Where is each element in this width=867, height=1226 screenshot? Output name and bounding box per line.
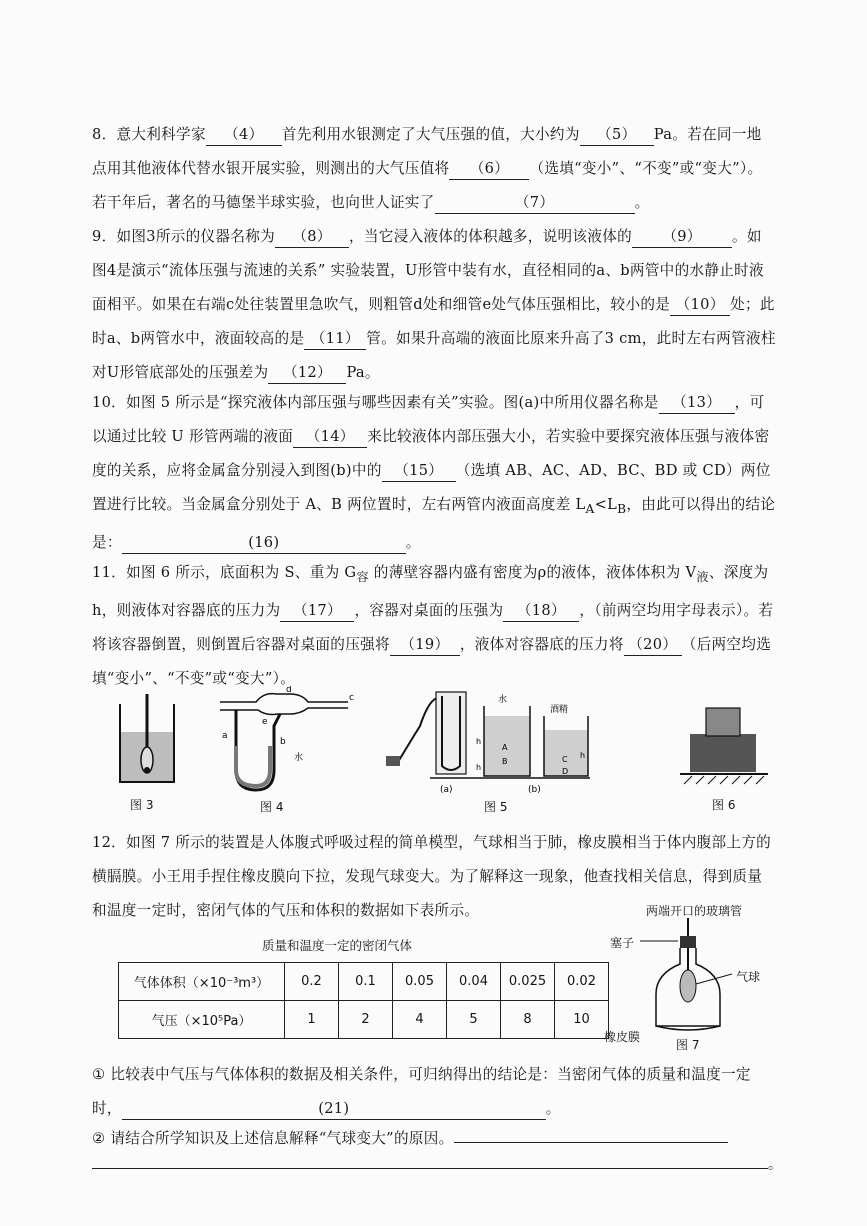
subscript-a: A	[585, 501, 595, 516]
q9-text: 9．如图3所示的仪器名称为	[92, 228, 276, 245]
q12-item-1-end: 。	[545, 1100, 561, 1117]
q11-text: ，液体对容器底的压力将	[459, 635, 624, 653]
manometer-board	[436, 692, 466, 774]
blank-13[interactable]: （13）	[659, 393, 735, 414]
label-h: h	[476, 737, 482, 746]
label-balloon: 气球	[736, 970, 761, 984]
container-neck	[706, 708, 740, 736]
label-a: a	[222, 731, 228, 741]
q11-text: ，（前两空均用字母表示）。若将该容器倒置，则倒置后容器对桌面的压强将	[92, 601, 774, 653]
blank-16[interactable]: (16)	[122, 533, 406, 554]
pipe-bottom	[220, 708, 348, 715]
q11-text: ，容器对桌面的压强为	[354, 601, 504, 619]
label-alcohol: 酒精	[550, 705, 569, 715]
q8-text: 。	[634, 194, 650, 211]
blank-10[interactable]: （10）	[670, 295, 730, 316]
container-bottom	[690, 734, 756, 772]
figure-7-caption: 图 7	[676, 1038, 700, 1052]
q9-text: ，当它浸入液体的体积越多，说明该液体的	[349, 228, 632, 245]
label-D: D	[562, 767, 569, 776]
question-10	[92, 386, 776, 560]
q10-text: 10．如图 5 所示是“探究液体内部压强与哪些因素有关”实验。图(a)中所用仪器名称是	[92, 394, 659, 411]
label-h: h	[580, 751, 586, 760]
u-tube	[236, 710, 280, 790]
blank-4[interactable]: （4）	[206, 125, 282, 146]
label-d: d	[286, 686, 292, 695]
label-membrane: 橡皮膜	[604, 1030, 641, 1044]
label-B: B	[502, 757, 508, 766]
figure-5-caption: 图 5	[484, 800, 508, 814]
subscript-liquid: 液	[696, 569, 709, 584]
q12-item-2	[92, 1122, 776, 1156]
table-row	[119, 1001, 609, 1039]
label-water: 水	[294, 753, 304, 763]
q9-text: 管。如果升高端的液面比原来升高了3 cm，此时左右两管液柱对U形管底部处的压强差为	[92, 330, 776, 381]
water-column	[236, 746, 270, 786]
figure-3-caption: 图 3	[130, 798, 154, 812]
blank-15[interactable]: （15）	[382, 461, 456, 482]
q10-text: <L	[594, 496, 618, 513]
label-water: 水	[498, 695, 508, 705]
table-cell: 0.05	[393, 963, 447, 1001]
q8-text: Pa。若在同一地点用其他液体代替水银开展实验，则测出的大气压值将	[92, 126, 762, 177]
q11-text: 的薄壁容器内盛有密度为ρ的液体，液体体积为 V	[368, 564, 697, 581]
gas-data-table	[118, 962, 609, 1039]
label-e: e	[262, 717, 268, 727]
figure-6-caption: 图 6	[712, 798, 736, 812]
q9-text: Pa。	[346, 364, 380, 381]
q12-item-1-text: 比较表中气压与气体体积的数据及相关条件，可归纳得出的结论是：当密闭气体的质量和温度一定时，	[92, 1066, 751, 1117]
table-cell: 4	[393, 1001, 447, 1039]
subscript-b: B	[617, 501, 627, 516]
table-row	[119, 963, 609, 1001]
table-hatching	[684, 776, 764, 784]
figure-4-caption: 图 4	[260, 800, 284, 814]
question-8	[92, 118, 776, 220]
answer-line[interactable]	[92, 1168, 768, 1169]
label-stopper: 塞子	[610, 936, 635, 950]
q10-text: 来比较液体内部压强大小，若实验中要探究液体压强与液体密度的关系，应将金属盒分别浸入到图(b)中的	[92, 428, 770, 479]
figure-7-bell-jar	[640, 918, 732, 1034]
table-cell: 0.04	[447, 963, 501, 1001]
q11-text: 11．如图 6 所示，底面积为 S、重为 G	[92, 564, 357, 581]
blank-14[interactable]: （14）	[293, 427, 367, 448]
q8-text: （选填“变小”、“不变”或“变大”）。若干年后，著名的马德堡半球实验，也向世人证实了	[92, 160, 763, 211]
question-9	[92, 220, 776, 390]
blank-19[interactable]: （19）	[390, 635, 460, 656]
q12-text: 12．如图 7 所示的装置是人体腹式呼吸过程的简单模型，气球相当于肺，橡皮膜相当于体内腹部上方的横膈膜。小王用手捏住橡皮膜向下拉，发现气球变大。为了解释这一现象，他查找相关信息，得到质量和温度一定时，密闭气体的气压和体积的数据如下表所示。	[92, 834, 772, 919]
answer-line-end: 。	[768, 1157, 782, 1173]
q12-item-2-text: 请结合所学知识及上述信息解释“气球变大”的原因。	[105, 1130, 454, 1147]
blank-12[interactable]: （12）	[268, 363, 346, 384]
q11-text: 、深度为 h，则液体对容器底的压力为	[92, 564, 769, 619]
label-fig5a: (a)	[440, 785, 453, 795]
q9-text: 处；此时a、b两管水中，液面较高的是	[92, 296, 775, 347]
blank-22[interactable]	[454, 1142, 728, 1143]
table-cell: 0.025	[501, 963, 555, 1001]
table-cell: 0.02	[555, 963, 609, 1001]
blank-9[interactable]: （9）	[632, 227, 732, 248]
label-h: h	[476, 763, 482, 772]
label-A: A	[502, 743, 508, 752]
blank-7[interactable]: （7）	[435, 193, 635, 214]
pipe-top	[220, 694, 348, 702]
table-caption: 质量和温度一定的密闭气体	[262, 938, 413, 953]
q8-text: 首先利用水银测定了大气压强的值，大小约为	[281, 126, 580, 143]
q8-text: 8．意大利科学家	[92, 126, 206, 143]
q10-text: ，由此可以得出的结论是：	[92, 496, 776, 551]
table-cell: 8	[501, 1001, 555, 1039]
table-cell: 2	[339, 1001, 393, 1039]
blank-8[interactable]: （8）	[275, 227, 349, 248]
blank-20[interactable]: （20）	[624, 635, 682, 656]
label-fig5b: (b)	[528, 785, 541, 795]
table-cell: 5	[447, 1001, 501, 1039]
figure-4-u-tube	[216, 686, 354, 796]
table-cell: 10	[555, 1001, 609, 1039]
figure-6-container	[676, 700, 772, 786]
label-glass-tube: 两端开口的玻璃管	[646, 904, 743, 918]
q11-text: （后两空均选填“变小”、“不变”或“变大”）。	[92, 635, 772, 687]
stopper	[680, 936, 696, 948]
balloon	[680, 970, 696, 1002]
figure-5-pressure-gauge	[380, 686, 594, 796]
table-cell: 0.2	[285, 963, 339, 1001]
blank-6[interactable]: （6）	[449, 159, 529, 180]
figure-3-hydrometer	[112, 690, 182, 790]
rubber-tube	[398, 698, 440, 762]
row-label-pressure: 气压（×10⁵Pa）	[119, 1001, 285, 1039]
circled-one: ①	[92, 1066, 106, 1083]
question-11	[92, 556, 776, 696]
q10-text: （选填 AB、AC、AD、BC、BD 或 CD）两位置进行比较。当金属盒分别处于 A、B 两位置时，左右两管内液面高度差 L	[92, 462, 771, 513]
blank-17[interactable]: （17）	[280, 601, 354, 622]
blank-11[interactable]: （11）	[304, 329, 366, 350]
probe	[386, 756, 400, 766]
q12-item-1	[92, 1058, 776, 1126]
label-c: c	[349, 693, 354, 703]
label-b: b	[280, 737, 286, 747]
blank-18[interactable]: （18）	[503, 601, 579, 622]
table-cell: 0.1	[339, 963, 393, 1001]
circled-two: ②	[92, 1130, 106, 1147]
q10-text: 。	[405, 533, 421, 551]
q9-text: 。如图4是演示“流体压强与流速的关系” 实验装置，U形管中装有水，直径相同的a、b两管中的水静止时液面相平。如果在右端c处往装置里急吹气，则粗管d处和细管e处气体压强相比，较小的是	[92, 228, 764, 313]
hydrometer-weight	[144, 767, 150, 773]
blank-21[interactable]: (21)	[122, 1099, 546, 1120]
row-label-volume: 气体体积（×10⁻³m³）	[119, 963, 285, 1001]
label-C: C	[562, 755, 568, 764]
blank-5[interactable]: （5）	[580, 125, 654, 146]
subscript-container: 容	[356, 569, 369, 584]
q10-text: ，可以通过比较 U 形管两端的液面	[92, 394, 765, 445]
table-cell: 1	[285, 1001, 339, 1039]
